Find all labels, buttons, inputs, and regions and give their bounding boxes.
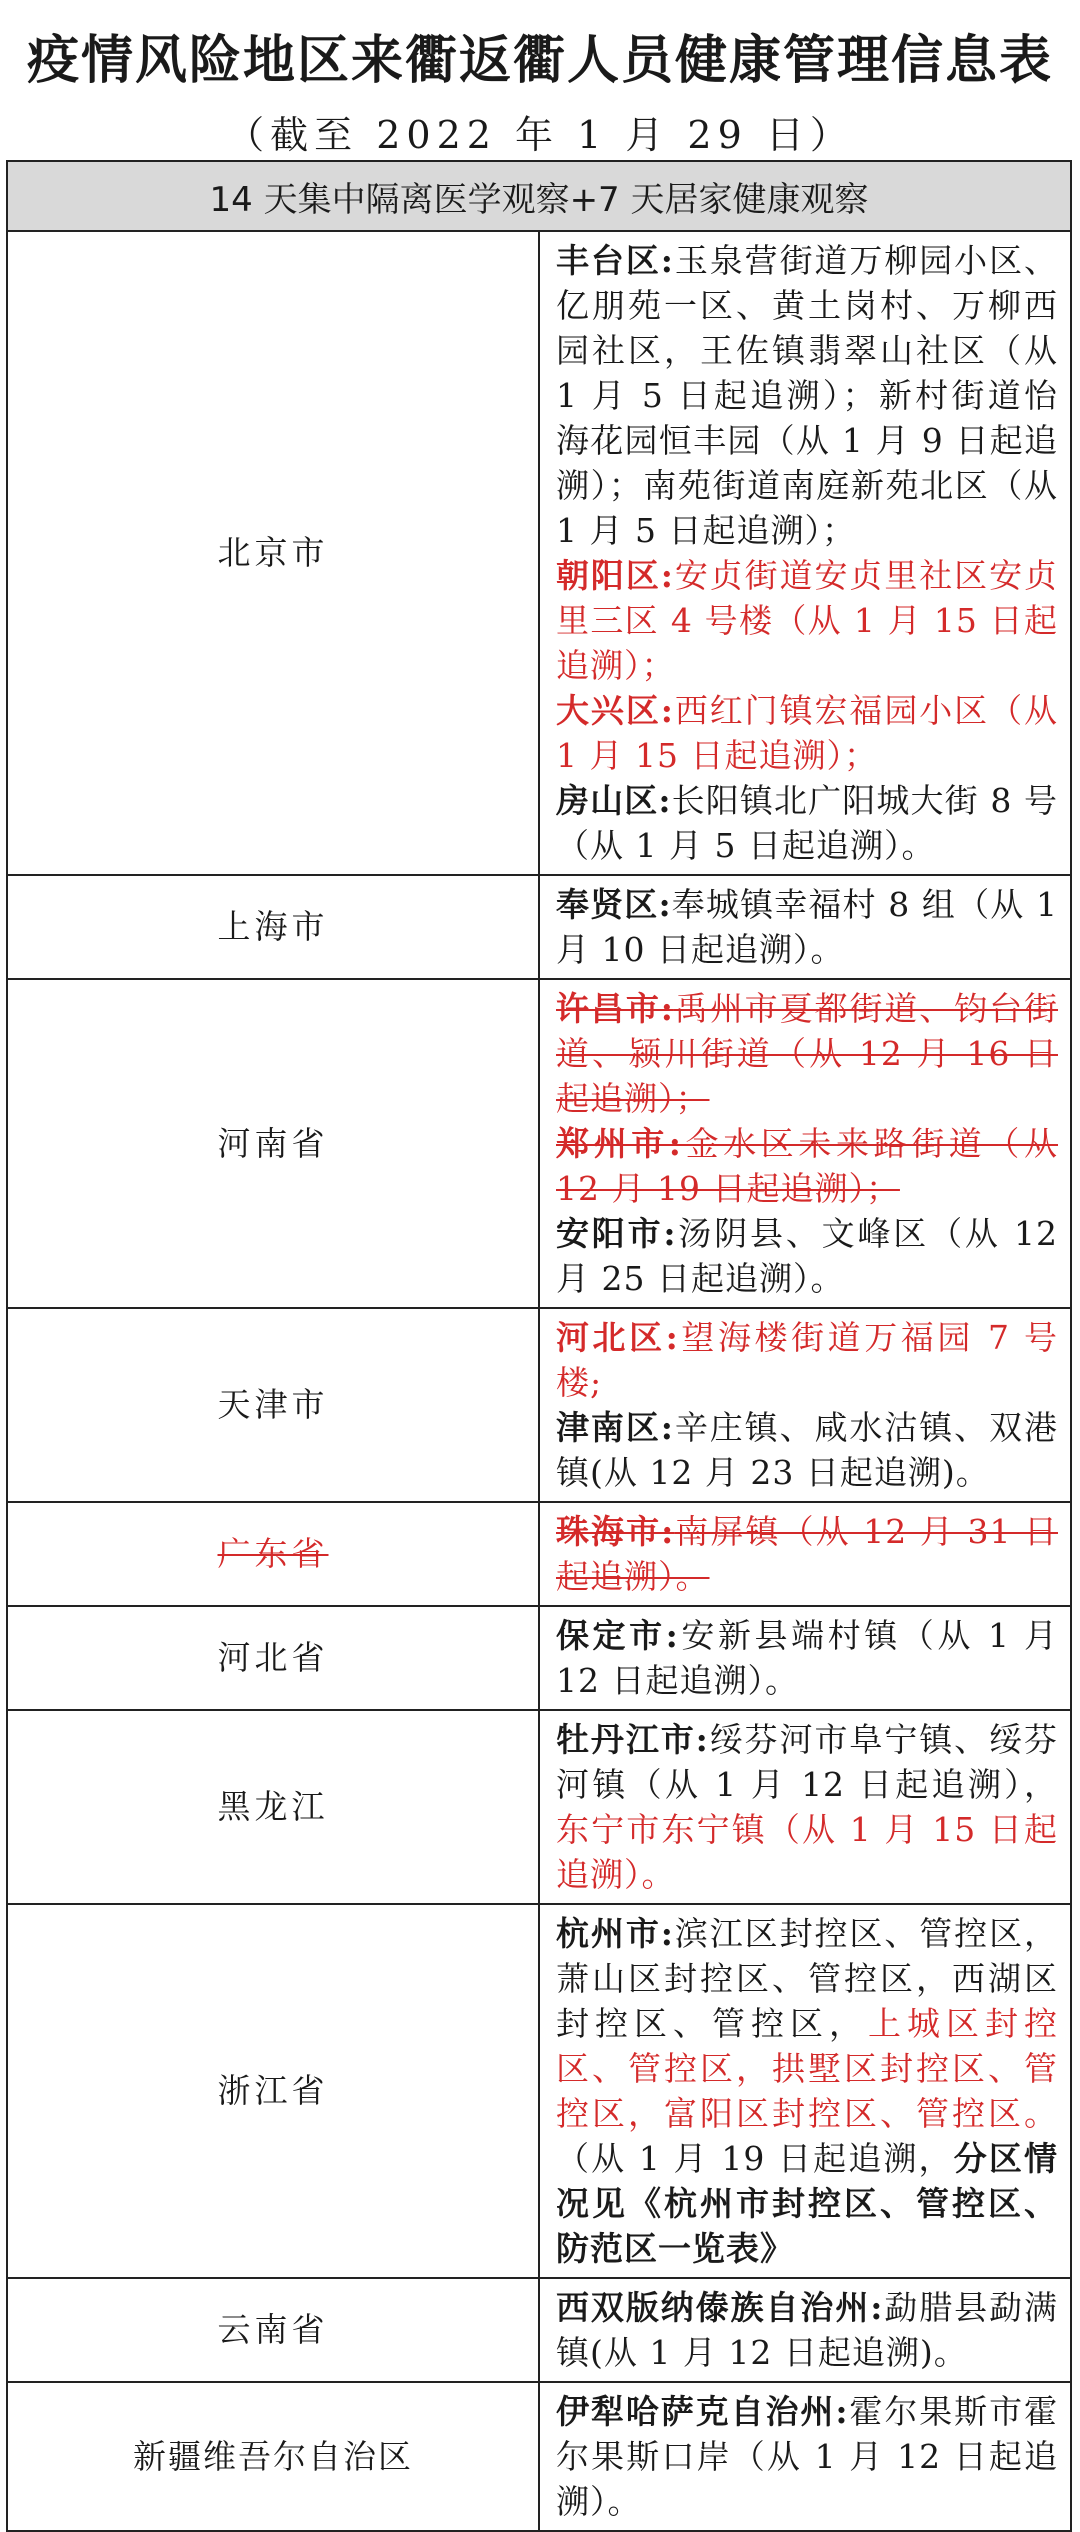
district-text-new: 上城区封控区、管控区，拱墅区封控区、管控区，富阳区封控区、管控区。 — [556, 2004, 1058, 2133]
detail-cell — [539, 1904, 1071, 2278]
district-line — [556, 1717, 1058, 1897]
district-line — [556, 2389, 1058, 2524]
district-line-removed — [556, 986, 1058, 1121]
province-cell: 上海市 — [7, 875, 539, 979]
district-line — [556, 688, 1058, 778]
district-line-removed — [556, 1121, 1058, 1211]
district-label: 牡丹江市: — [556, 1720, 709, 1759]
district-line — [556, 2285, 1058, 2375]
risk-area-table — [6, 160, 1072, 2532]
district-line — [556, 553, 1058, 688]
district-label: 珠海市: — [556, 1512, 675, 1551]
detail-cell — [539, 2382, 1071, 2531]
district-line — [556, 778, 1058, 868]
province-cell: 河北省 — [7, 1606, 539, 1710]
district-label: 郑州市: — [556, 1124, 682, 1163]
province-cell: 新疆维吾尔自治区 — [7, 2382, 539, 2531]
detail-cell — [539, 875, 1071, 979]
district-label: 房山区: — [556, 781, 672, 820]
district-label: 丰台区: — [556, 241, 674, 280]
detail-cell — [539, 1606, 1071, 1710]
district-line — [556, 1911, 1058, 2271]
province-cell: 黑龙江 — [7, 1710, 539, 1904]
district-label: 河北区: — [556, 1318, 679, 1357]
district-text: 安贞街道安贞里社区安贞里三区 4 号楼（从 1 月 15 日起追溯）； — [556, 556, 1059, 685]
district-text-date: （从 1 月 19 日起追溯， — [556, 2139, 954, 2178]
table-row — [7, 2278, 1071, 2382]
province-cell: 云南省 — [7, 2278, 539, 2382]
province-cell-removed: 广东省 — [7, 1502, 539, 1606]
district-label: 西双版纳傣族自治州: — [556, 2288, 884, 2327]
district-line — [556, 1315, 1058, 1405]
table-row — [7, 231, 1071, 875]
district-text: 西红门镇宏福园小区（从 1 月 15 日起追溯）； — [556, 691, 1059, 775]
district-label: 伊犁哈萨克自治州: — [556, 2392, 849, 2431]
district-text: 望海楼街道万福园 7 号楼; — [556, 1318, 1058, 1402]
table-row — [7, 1502, 1071, 1606]
detail-cell — [539, 231, 1071, 875]
district-label: 大兴区: — [556, 691, 674, 730]
district-label: 许昌市: — [556, 989, 674, 1028]
district-line — [556, 1613, 1058, 1703]
table-row — [7, 875, 1071, 979]
district-text: 勐腊县勐满镇(从 1 月 12 日起追溯)。 — [556, 2288, 1058, 2372]
district-line — [556, 238, 1058, 553]
table-header: 14 天集中隔离医学观察+7 天居家健康观察 — [7, 161, 1071, 231]
district-label: 朝阳区: — [556, 556, 674, 595]
district-text: 禹州市夏都街道、钧台街道、颍川街道（从 12 月 16 日起追溯）； — [556, 989, 1059, 1118]
detail-cell — [539, 979, 1071, 1308]
district-text: 长阳镇北广阳城大街 8 号（从 1 月 5 日起追溯）。 — [556, 781, 1059, 865]
district-line — [556, 1211, 1058, 1301]
province-cell: 北京市 — [7, 231, 539, 875]
table-row — [7, 1606, 1071, 1710]
district-line-removed — [556, 1509, 1058, 1599]
province-cell: 河南省 — [7, 979, 539, 1308]
district-text-new: 东宁市东宁镇（从 1 月 15 日起追溯）。 — [556, 1810, 1058, 1894]
district-label: 杭州市: — [556, 1914, 674, 1953]
province-cell: 浙江省 — [7, 1904, 539, 2278]
page-title: 疫情风险地区来衢返衢人员健康管理信息表 — [26, 30, 1053, 91]
table-row — [7, 1904, 1071, 2278]
district-text: 奉城镇幸福村 8 组（从 1 月 10 日起追溯）。 — [556, 885, 1058, 969]
district-text: 霍尔果斯市霍尔果斯口岸（从 1 月 12 日起追溯）。 — [556, 2392, 1059, 2521]
detail-cell — [539, 1502, 1071, 1606]
district-text: 玉泉营街道万柳园小区、亿朋苑一区、黄土岗村、万柳西园社区，王佐镇翡翠山社区（从 1 月 5 日起追溯）；新村街道怡海花园恒丰园（从 1 月 9 日起追溯）；南苑街道南庭新苑北区（从 1 月 5 日起追溯）； — [556, 241, 1059, 550]
province-cell: 天津市 — [7, 1308, 539, 1502]
table-row — [7, 1710, 1071, 1904]
district-text: 辛庄镇、咸水沽镇、双港镇(从 12 月 23 日起追溯)。 — [556, 1408, 1059, 1492]
district-text: 滨江区封控区、管控区，萧山区封控区、管控区，西湖区封控区、管控区， — [556, 1914, 1059, 2043]
district-text: 安新县端村镇（从 1 月 12 日起追溯）。 — [556, 1616, 1058, 1700]
district-line — [556, 882, 1058, 972]
table-header-row — [7, 161, 1071, 231]
detail-cell — [539, 1308, 1071, 1502]
district-text: 南屏镇（从 12 月 31 日起追溯）。 — [556, 1512, 1058, 1596]
district-reference-text: 分区情况见《杭州市封控区、管控区、防范区一览表》 — [556, 2139, 1058, 2268]
district-text: 汤阴县、文峰区（从 12 月 25 日起追溯）。 — [556, 1214, 1058, 1298]
district-label: 津南区: — [556, 1408, 674, 1447]
district-label: 安阳市: — [556, 1214, 677, 1253]
detail-cell — [539, 1710, 1071, 1904]
district-label: 奉贤区: — [556, 885, 672, 924]
table-row — [7, 1308, 1071, 1502]
table-row — [7, 979, 1071, 1308]
table-row — [7, 2382, 1071, 2531]
page-subtitle: （截至 2022 年 1 月 29 日） — [226, 113, 854, 157]
detail-cell — [539, 2278, 1071, 2382]
district-text: 金水区未来路街道（从 12 月 19 日起追溯）； — [556, 1124, 1059, 1208]
district-text: 绥芬河市阜宁镇、绥芬河镇（从 1 月 12 日起追溯）， — [556, 1720, 1058, 1804]
district-line — [556, 1405, 1058, 1495]
district-label: 保定市: — [556, 1616, 679, 1655]
